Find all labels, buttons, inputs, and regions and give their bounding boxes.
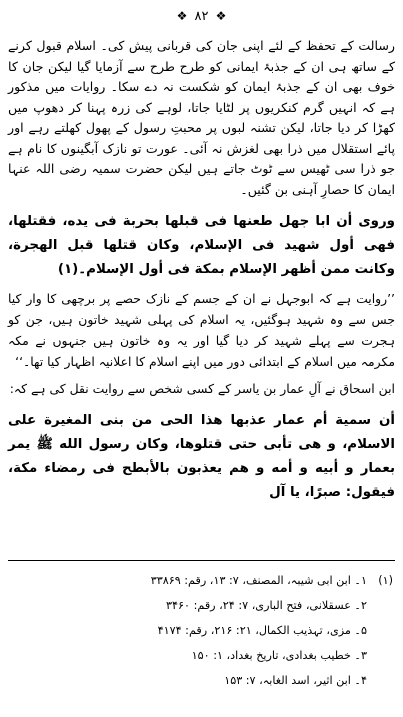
ornament-right-icon: ❖	[215, 9, 227, 23]
urdu-paragraph-1: رسالت کے تحفظ کے لئے اپنی جان کی قربانی پیش کی۔ اسلام قبول کرنے کے ساتھ ہی ان کے جذبۂ ایمانی کو طرح طرح سے آزمایا گیا لیکن جان کا خوف بھی ان کے جذبۂ ایمان کو شکست نہ دے سکا۔ روایات میں مذکور ہے کہ انہیں گرم کنکریوں پر لٹایا جاتا، لوہے کی زرہ پہنا کر دھوپ میں کھڑا کر دیا جاتا، لیکن تشنہ لبوں پر محبتِ رسول کے پھول کھلتے رہے اور پائے استقلال میں ذرا بھی لغزش نہ آئی۔ عورت تو نازک آبگینوں کا نام ہے جو ذرا سی ٹھیس سے ٹوٹ جاتے ہیں لیکن حضرت سمیہ رضی اللہ عنہا ایمان کا حصارِ آہنی بن گئیں۔	[8, 38, 395, 197]
urdu-intro-line: ابن اسحاق نے آلِ عمار بن یاسر کے کسی شخص سے روایت نقل کی ہے کہ:	[9, 381, 395, 396]
footnote-row	[10, 593, 393, 618]
ornament-left-icon: ❖	[176, 9, 188, 23]
footnote-row	[10, 568, 393, 593]
footnotes	[10, 568, 393, 693]
footnote-marker: (۱)	[378, 574, 393, 587]
urdu-translation-quote: ’’روایت ہے کہ ابوجہل نے ان کے جسم کے نازک حصے پر برچھی کا وار کیا جس سے وہ شہید ہوگئیں، یہ اسلام کی پہلی شہید خاتون ہیں، جن کو ہجرت سے پہلے شہید کر دیا گیا اور یہ وہ خاتون ہیں جنہوں نے مکہ مکرمہ میں اسلام کے ابتدائی دور میں اپنے اسلام کا اعلانیہ اظہار کیا تھا۔‘‘	[8, 291, 395, 369]
footnote-row	[10, 618, 393, 643]
footnote-text: ۴۔ ابن اثیر، اسد الغابہ، ۷: ۱۵۳	[224, 674, 367, 687]
footnote-divider	[8, 560, 395, 561]
footnote-row	[10, 668, 393, 693]
footnote-text: ۵۔ مزی، تہذیب الکمال، ۲۱: ۲۱۶، رقم: ۴۱۷۴	[157, 624, 367, 637]
page-header	[8, 4, 395, 28]
footnote-text: ۳۔ خطیب بغدادی، تاریخ بغداد، ۱: ۱۵۰	[191, 649, 367, 662]
page-number: ۸۲	[194, 9, 209, 24]
footnote-row	[10, 643, 393, 668]
footnote-text: ۱۔ ابن ابی شیبہ، المصنف، ۷: ۱۳، رقم: ۳۳۸۶۹	[150, 574, 367, 587]
arabic-quote-1: وروى أن ابا جهل طعنها فى قبلها بحربة فى يده، فقتلها، فهى أول شهيد فى الإسلام، وكان قتلها قبل الهجرة، وكانت ممن أظهر الإسلام بمكة فى أول الإسلام۔(۱)	[8, 214, 395, 277]
footnote-text: ۲۔ عسقلانی، فتح الباری، ۷: ۲۴، رقم: ۳۴۶۰	[166, 599, 367, 612]
arabic-quote-2: أن سمية أم عمار عذبها هذا الحى من بنى المغيرة على الاسلام، و هى تأبى حتى قتلوها، وكان رسول الله ﷺ يمر بعمار و أبيه و أمه و هم يعذبون بالأبطح فى رمضاء مكة، فيقول: صبرًا، يا آل	[8, 413, 395, 500]
